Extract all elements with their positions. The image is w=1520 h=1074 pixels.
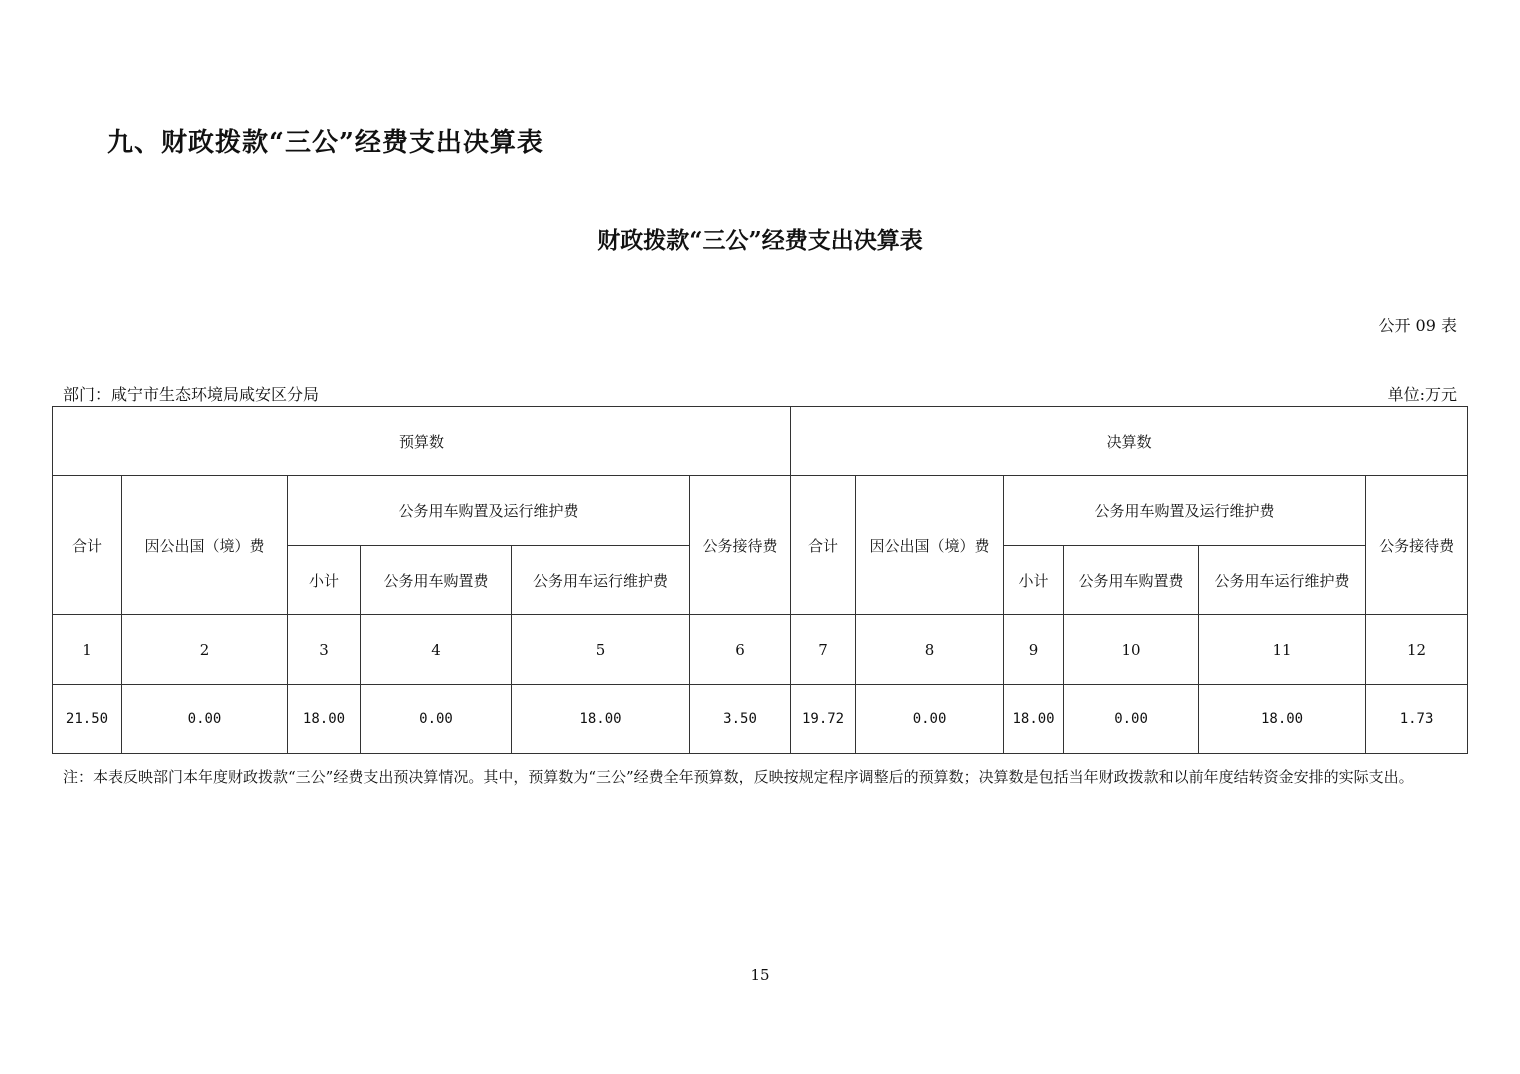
final-vehicle-group-header: 公务用车购置及运行维护费 [1004, 476, 1366, 546]
budget-subtotal-header: 小计 [288, 546, 361, 615]
budget-reception-value: 3.50 [690, 685, 791, 754]
budget-vehicle-purchase-value: 0.00 [361, 685, 512, 754]
final-subtotal-header: 小计 [1004, 546, 1064, 615]
page-number: 15 [750, 966, 770, 984]
index-cell: 9 [1004, 615, 1064, 685]
final-overseas-value: 0.00 [856, 685, 1004, 754]
index-cell: 2 [122, 615, 288, 685]
index-cell: 3 [288, 615, 361, 685]
budget-total-header: 合计 [53, 476, 122, 615]
index-cell: 12 [1366, 615, 1468, 685]
index-cell: 11 [1199, 615, 1366, 685]
final-vehicle-purchase-value: 0.00 [1064, 685, 1199, 754]
budget-subtotal-value: 18.00 [288, 685, 361, 754]
final-reception-value: 1.73 [1366, 685, 1468, 754]
column-index-row [53, 615, 1468, 685]
index-cell: 6 [690, 615, 791, 685]
value-row [53, 685, 1468, 754]
budget-reception-header: 公务接待费 [690, 476, 791, 615]
department-label: 部门：咸宁市生态环境局咸安区分局 [63, 385, 320, 404]
header-row-groups [53, 407, 1468, 476]
budget-vehicle-operation-value: 18.00 [512, 685, 690, 754]
unit-label: 单位:万元 [1387, 385, 1457, 404]
final-overseas-header: 因公出国（境）费 [856, 476, 1004, 615]
budget-total-value: 21.50 [53, 685, 122, 754]
table-title: 财政拨款“三公”经费支出决算表 [597, 227, 923, 254]
final-total-value: 19.72 [791, 685, 856, 754]
form-number: 公开 09 表 [1378, 316, 1457, 335]
index-cell: 5 [512, 615, 690, 685]
budget-overseas-value: 0.00 [122, 685, 288, 754]
final-vehicle-purchase-header: 公务用车购置费 [1064, 546, 1199, 615]
final-group-header: 决算数 [791, 407, 1468, 476]
three-public-expenses-table [52, 406, 1468, 754]
index-cell: 8 [856, 615, 1004, 685]
final-reception-header: 公务接待费 [1366, 476, 1468, 615]
index-cell: 10 [1064, 615, 1199, 685]
index-cell: 4 [361, 615, 512, 685]
final-vehicle-operation-header: 公务用车运行维护费 [1199, 546, 1366, 615]
budget-vehicle-group-header: 公务用车购置及运行维护费 [288, 476, 690, 546]
budget-vehicle-purchase-header: 公务用车购置费 [361, 546, 512, 615]
table-note: 注：本表反映部门本年度财政拨款“三公”经费支出预决算情况。其中，预算数为“三公”经费全年预算数，反映按规定程序调整后的预算数；决算数是包括当年财政拨款和以前年度结转资金安排的实际支出。 [63, 768, 1414, 786]
index-cell: 1 [53, 615, 122, 685]
final-subtotal-value: 18.00 [1004, 685, 1064, 754]
budget-overseas-header: 因公出国（境）费 [122, 476, 288, 615]
final-total-header: 合计 [791, 476, 856, 615]
budget-vehicle-operation-header: 公务用车运行维护费 [512, 546, 690, 615]
header-row-categories [53, 476, 1468, 546]
index-cell: 7 [791, 615, 856, 685]
section-title: 九、财政拨款“三公”经费支出决算表 [107, 128, 544, 158]
final-vehicle-operation-value: 18.00 [1199, 685, 1366, 754]
budget-group-header: 预算数 [53, 407, 791, 476]
